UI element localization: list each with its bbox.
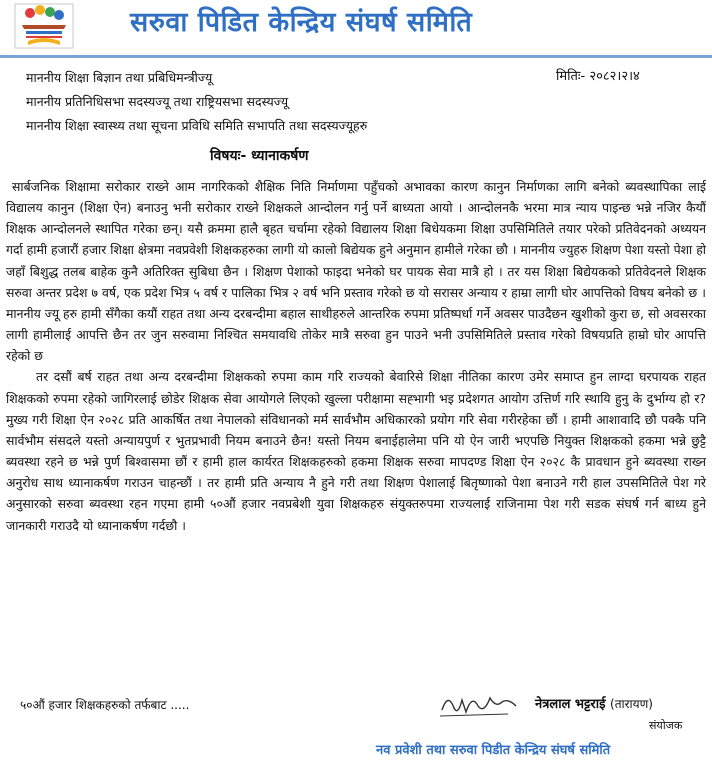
organization-logo-icon	[14, 3, 74, 49]
body-paragraph: सार्बजनिक शिक्षामा सरोकार राख्ने आम नागरिकको शैक्षिक निति निर्माणमा पहुँचको अभावका कारण कानुन निर्माणका लागि बनेको ब्यवस्थापिका लाई विद्यालय कानुन (शिक्षा ऐन) बनाउनु भनी सरोकार राख्ने शिक्षकले आन्दोलन गर्नु पर्ने बाध्यता आयो । आन्दोलनकै भरमा मात्र न्याय पाइन्छ भन्ने नजिर कैयौं शिक्षक आन्दोलनले स्थापित गरेका छन्। यसै क्रममा हालै बृहत चर्चामा रहेको विद्यालय शिक्षा बिधेयकमा शिक्षा उपसिमितिले तयार परेको प्रतिवेदनको अध्ययन गर्दा हामी हजारौं हजार शिक्षा क्षेत्रमा नवप्रवेशी शिक्षकहरुका लागी यो कालो बिद्येयक हुने अनुमान हामीले गरेका छौ । माननीय ज्युहरु शिक्षण पेशा यस्तो पेशा हो जहाँ बिशुद्ध तलब बाहेक कुनै अतिरिक्त सुबिधा छैन । शिक्षण पेशाको फाइदा भनेको घर पायक सेवा मात्रै हो । तर यस शिक्षा बिद्येयकको प्रतिवेदनले शिक्षक सरुवा अन्तर प्रदेश ७ वर्ष, एक प्रदेश भित्र ५ वर्ष र पालिका भित्र २ वर्ष भनि प्रस्ताव गरेको छ यो सरासर अन्याय र हाम्रा लागी घोर आपत्तिको विषय बनेको छ । माननीय ज्यू हरु हामी सँगैका कयौं राहत तथा अन्य दरबन्दीमा बहाल साथीहरुले आन्तरिक रुपमा प्रतिष्पर्धा गर्ने अवसर पाउदैछन खुशीको कुरा छ, सो अवसरका लागी हामीलाई आपत्ति छैन तर जुन सरुवामा निश्चित समयावधि तोकेर मात्रै सरुवा हुन पाउने भनी उपसिमितिले प्रस्ताव गरेको विषयप्रति हाम्रो घोर आपत्ति रहेको छ	[6, 179, 706, 364]
body-paragraph: तर दसौं बर्ष राहत तथा अन्य दरबन्दीमा शिक्षकको रुपमा काम गरि राज्यको बेवारिसे शिक्षा नीतिका कारण उमेर समाप्त हुन लाग्दा घरपायक राहत शिक्षकको रुपमा रहेको जागिरलाई छोडेर शिक्षक सेवा आयोगले लिएको खुल्ला परीक्षामा सह्भागी भइ प्रदेशगत आयोग उत्तिर्ण गरि स्थायि हुनु के दुर्भाग्य हो र? मुख्य गरी शिक्षा ऐन २०२८ प्रति आकर्षित तथा नेपालको संविधानको मर्म सार्वभौम अधिकारको प्रयोग गरि सेवा गरीरहेका छौं । हामी आशावादि छौ पक्कै पनि सार्वभौम संसदले यस्तो अन्यायपुर्ण र भुतप्रभावी नियम बनाउने छैन! यस्तो नियम बनाईहालेमा पनि यो ऐन जारी भएपछि नियुक्त शिक्षकको हकमा भन्ने छुट्टै ब्यवस्था रहने छ भन्ने पुर्ण बिश्वासमा छौं र हामी हाल कार्यरत शिक्षकहरुको हकमा शिक्षक सरुवा मापदण्ड शिक्षा ऐन २०२८ कै प्रावधान हुने ब्यवस्था राख्न अनुरोध साथ ध्यानाकर्षण गराउन चाहन्छौं । तर हामी प्रति अन्याय नै हुने गरी तथा शिक्षण पेशालाई बितृष्णाको पेशा बनाउने गरी हाल उपसमितिले पेश गरे अनुसारको सरुवा ब्यवस्था रहन गएमा हामी ५०औं हजार नवप्रबेशी युवा शिक्षकहरु संयुक्तरुपमा राज्यलाई राजिनामा पेश गरी सडक संघर्ष गर्न बाध्य हुने जानकारी गराउदै यो ध्यानाकर्षण गर्दछौ ।	[6, 369, 706, 533]
letter-date: मितिः- २०८२।२।४	[556, 69, 640, 84]
addressee-line: माननीय शिक्षा बिज्ञान तथा प्रबिधिमन्त्रीज्यू	[26, 70, 213, 85]
header-divider	[0, 55, 712, 58]
footer-organization: नव प्रवेशी तथा सरुवा पिडीत केन्द्रिय संघर्ष समिति	[376, 743, 611, 758]
addressee-line: माननीय शिक्षा स्वास्थ्य तथा सूचना प्रविधि समिति सभापति तथा सदस्यज्यूहरु	[26, 118, 368, 133]
signature-icon	[438, 686, 528, 720]
letterhead	[0, 0, 712, 58]
signer-role: संयोजक	[649, 719, 683, 732]
signer-name	[535, 694, 653, 712]
letter-body	[6, 176, 706, 536]
signer-alias: (तारायण)	[610, 697, 653, 711]
addressee-line: माननीय प्रतिनिधिसभा सदस्यज्यू तथा राष्ट्रियसभा सदस्यज्यू	[26, 94, 289, 109]
addressee-block	[26, 66, 506, 138]
on-behalf-of-text: ५०औं हजार शिक्षकहरुको तर्फबाट .....	[20, 698, 190, 712]
organization-title: सरुवा पिडित केन्द्रिय संघर्ष समिति	[130, 7, 473, 38]
signer-name-text: नेत्रलाल भट्टराई	[535, 697, 606, 712]
letter-subject: विषयः- ध्यानाकर्षण	[210, 148, 309, 164]
